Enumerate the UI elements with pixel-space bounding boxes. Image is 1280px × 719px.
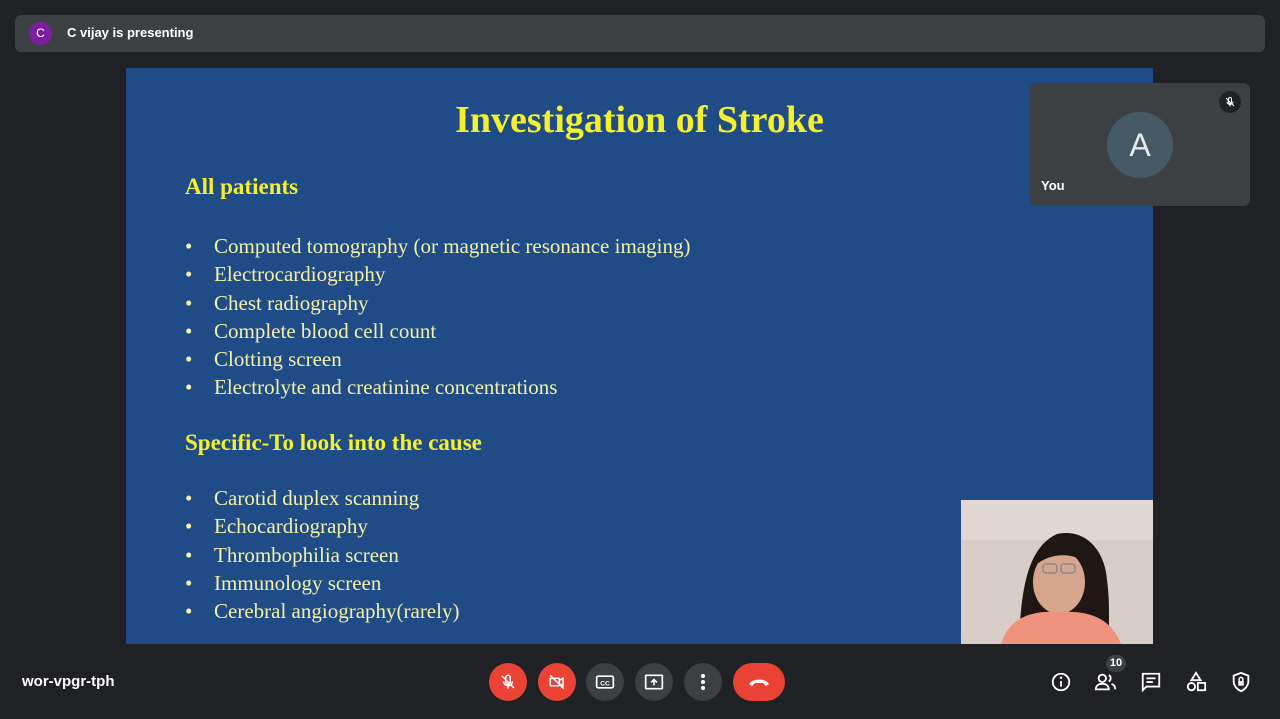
presenter-video-image (961, 500, 1153, 644)
section-heading-specific: Specific-To look into the cause (185, 430, 482, 455)
list-item: • Clotting screen (185, 347, 342, 372)
present-screen-icon (644, 673, 664, 691)
self-name-label: You (1041, 178, 1065, 193)
all-patients-list (185, 232, 690, 402)
activities-button[interactable] (1184, 670, 1208, 694)
list-item: • Electrocardiography (185, 262, 386, 287)
mic-off-icon (499, 673, 517, 691)
captions-button[interactable] (586, 663, 624, 701)
camera-off-icon (547, 673, 567, 691)
info-icon (1050, 671, 1072, 693)
closed-captions-icon (595, 674, 615, 690)
participants-button[interactable] (1094, 670, 1118, 694)
list-item: • Computed tomography (or magnetic resonance imaging) (185, 234, 691, 258)
meeting-details-button[interactable] (1049, 670, 1073, 694)
chat-button[interactable] (1139, 670, 1163, 694)
present-now-button[interactable] (635, 663, 673, 701)
list-item: • Complete blood cell count (185, 318, 437, 343)
list-item: • Carotid duplex scanning (185, 486, 420, 510)
chat-icon (1140, 671, 1162, 693)
mic-off-icon (1219, 91, 1241, 113)
camera-toggle-button[interactable] (538, 663, 576, 701)
leave-call-button[interactable] (733, 663, 785, 701)
activities-shapes-icon (1185, 671, 1207, 693)
presenter-video (961, 500, 1153, 644)
participant-count-badge: 10 (1106, 655, 1126, 672)
slide-title: Investigation of Stroke (455, 99, 824, 141)
mic-toggle-button[interactable] (489, 663, 527, 701)
list-item: • Immunology screen (185, 570, 382, 595)
more-options-icon (700, 673, 706, 691)
section-heading-all-patients: All patients (185, 174, 299, 199)
presenting-label: C vijay is presenting (67, 25, 194, 40)
meeting-code: wor-vpgr-tph (22, 673, 115, 690)
presenting-banner (15, 15, 1265, 52)
list-item: • Thrombophilia screen (185, 542, 399, 567)
presenter-avatar: C (29, 22, 52, 45)
list-item: • Electrolyte and creatinine concentrations (185, 375, 558, 400)
more-options-button[interactable] (684, 663, 722, 701)
list-item: • Cerebral angiography(rarely) (185, 599, 460, 624)
people-icon (1094, 671, 1118, 693)
specific-cause-list (185, 484, 459, 625)
shield-lock-icon (1230, 671, 1252, 693)
host-controls-button[interactable] (1229, 670, 1253, 694)
self-video-tile[interactable] (1030, 83, 1250, 206)
hang-up-icon (747, 676, 771, 688)
self-avatar: A (1107, 112, 1173, 178)
list-item: • Echocardiography (185, 514, 368, 539)
list-item: • Chest radiography (185, 290, 369, 315)
svg-text:CC: CC (600, 680, 610, 688)
